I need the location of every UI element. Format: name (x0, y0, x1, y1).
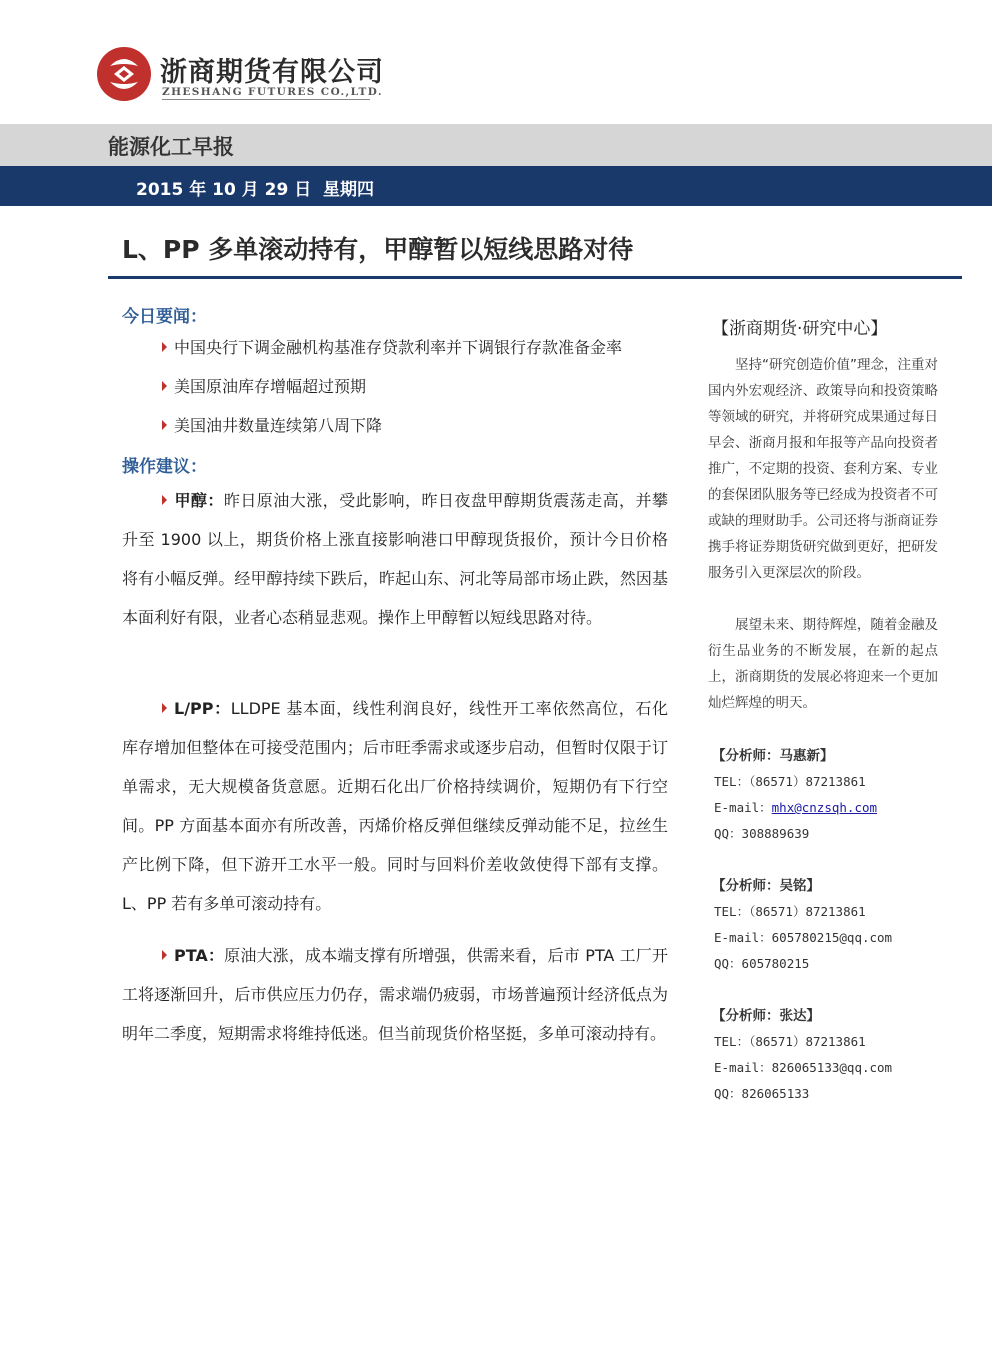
advice-text: LLDPE 基本面，线性利润良好，线性开工率依然高位，石化库存增加但整体在可接受范围内；后市旺季需求或逐步启动，但暂时仅限于订单需求，无大规模备货意愿。近期石化出厂价格持续调价，短期仍有下行空间。PP 方面基本面亦有所改善，丙烯价格反弹但继续反弹动能不足，拉丝生产比例下降，但下游开工水平一般。同时与回料价差收敛使得下部有支撑。L、PP 若有多单可滚动持有。 (122, 699, 668, 913)
report-type: 能源化工早报 (108, 135, 234, 159)
advice-label: L/PP： (174, 699, 231, 718)
news-item-text: 中国央行下调金融机构基准存贷款利率并下调银行存款准备金率 (174, 338, 623, 357)
advice-pta (122, 936, 668, 1053)
analyst-heading: 【分析师：马惠新】 (712, 748, 834, 764)
analyst-qq: QQ：826065133 (714, 1086, 810, 1101)
analyst-email (714, 798, 877, 816)
title-rule (108, 276, 962, 279)
list-item (162, 335, 622, 358)
analyst-email (714, 928, 892, 946)
email-text: 605780215@qq.com (771, 930, 893, 945)
bullet-icon (162, 703, 167, 713)
company-logo (96, 46, 152, 102)
analyst-tel: TEL：（86571）87213861 (714, 1034, 866, 1049)
advice-label: 甲醇： (174, 491, 224, 510)
report-date: 2015 年 10 月 29 日 星期四 (136, 180, 375, 200)
advice-methanol (122, 481, 668, 637)
news-item-text: 美国油井数量连续第八周下降 (174, 416, 383, 435)
email-label: E-mail： (714, 1060, 772, 1075)
sidebar-title: 【浙商期货·研究中心】 (712, 319, 888, 339)
divider (162, 99, 370, 100)
advice-text: 昨日原油大涨，受此影响，昨日夜盘甲醇期货震荡走高，并攀升至 1900 以上，期货价格上涨直接影响港口甲醇现货报价，预计今日价格将有小幅反弹。经甲醇持续下跌后，昨起山东、河北等局部市场止跌，然因基本面利好有限，业者心态稍显悲观。操作上甲醇暂以短线思路对待。 (122, 491, 668, 627)
email-label: E-mail： (714, 930, 772, 945)
news-item-text: 美国原油库存增幅超过预期 (174, 377, 367, 396)
sidebar-paragraph: 展望未来、期待辉煌，随着金融及衍生品业务的不断发展，在新的起点上，浙商期货的发展必将迎来一个更加灿烂辉煌的明天。 (708, 617, 938, 711)
news-heading: 今日要闻： (122, 307, 207, 327)
list-item (162, 374, 366, 397)
company-name: 浙商期货有限公司 (160, 57, 384, 88)
analyst-email (714, 1058, 892, 1076)
analyst-tel: TEL：（86571）87213861 (714, 904, 866, 919)
analyst-heading: 【分析师：吴铭】 (712, 878, 820, 894)
bullet-icon (162, 420, 167, 430)
email-link[interactable]: mhx@cnzsqh.com (771, 800, 878, 815)
company-name-english: ZHESHANG FUTURES CO.,LTD. (162, 86, 383, 98)
advice-label: PTA： (174, 946, 225, 965)
email-label: E-mail： (714, 800, 772, 815)
email-text: 826065133@qq.com (771, 1060, 893, 1075)
advice-heading: 操作建议： (122, 457, 207, 477)
analyst-tel: TEL：（86571）87213861 (714, 774, 866, 789)
bullet-icon (162, 342, 167, 352)
page-title: L、PP 多单滚动持有，甲醇暂以短线思路对待 (122, 235, 634, 264)
analyst-qq: QQ：605780215 (714, 956, 810, 971)
bullet-icon (162, 495, 167, 505)
advice-text: 原油大涨，成本端支撑有所增强，供需来看，后市 PTA 工厂开工将逐渐回升，后市供应压力仍存，需求端仍疲弱，市场普遍预计经济低点为明年二季度，短期需求将维持低迷。但当前现货价格坚挺，多单可滚动持有。 (122, 946, 668, 1043)
analyst-qq: QQ：308889639 (714, 826, 810, 841)
bullet-icon (162, 381, 167, 391)
sidebar-paragraph: 坚持“研究创造价值”理念，注重对国内外宏观经济、政策导向和投资策略等领域的研究，并将研究成果通过每日早会、浙商月报和年报等产品向投资者推广，不定期的投资、套利方案、专业的套保团队服务等已经成为投资者不可或缺的理财助手。公司还将与浙商证券携手将证券期货研究做到更好，把研发服务引入更深层次的阶段。 (708, 357, 938, 581)
advice-lpp (122, 689, 668, 923)
bullet-icon (162, 950, 167, 960)
list-item (162, 413, 382, 436)
analyst-heading: 【分析师：张达】 (712, 1008, 820, 1024)
